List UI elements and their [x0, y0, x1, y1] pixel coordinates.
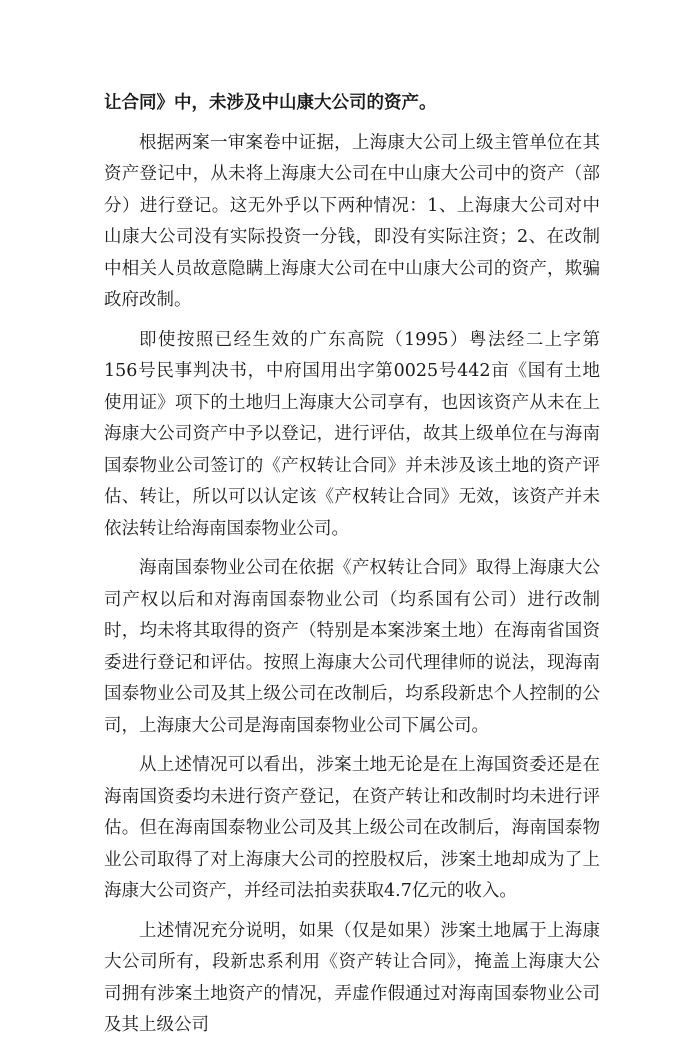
- paragraph-restructuring: 海南国泰物业公司在依据《产权转让合同》取得上海康大公司产权以后和对海南国泰物业公司（均系国有公司）进行改制时，均未将其取得的资产（特别是本案涉案土地）在海南省国资委进行登记和评估。按照上海康大公司代理律师的说法，现海南国泰物业公司及其上级公司在改制后，均系段新忠个人控制的公司，上海康大公司是海南国泰物业公司下属公司。: [104, 558, 600, 736]
- paragraph-registration-evidence: 根据两案一审案卷中证据，上海康大公司上级主管单位在其资产登记中，从未将上海康大公司在中山康大公司中的资产（部分）进行登记。这无外乎以下两种情况：1、上海康大公司对中山康大公司没有实际投资一分钱，即没有实际注资；2、在改制中相关人员故意隐瞒上海康大公司在中山康大公司的资产，欺骗政府改制。: [104, 132, 600, 310]
- paragraph-continuation: 让合同》中，未涉及中山康大公司的资产。: [104, 93, 437, 113]
- paragraph-court-judgment: 即使按照已经生效的广东高院（1995）粤法经二上字第156号民事判决书，中府国用出字第0025号442亩《国有土地使用证》项下的土地归上海康大公司享有，也因该资产从未在上海康大公司资产中予以登记，进行评估，故其上级单位在与海南国泰物业公司签订的《产权转让合同》并未涉及该土地的资产评估、转让，所以可以认定该《产权转让合同》无效，该资产并未依法转让给海南国泰物业公司。: [104, 329, 600, 539]
- document-body: [104, 88, 600, 1050]
- paragraph-summary: 上述情况充分说明，如果（仅是如果）涉案土地属于上海康大公司所有，段新忠系利用《资产转让合同》，掩盖上海康大公司拥有涉案土地资产的情况，弄虚作假通过对海南国泰物业公司及其上级公司: [104, 920, 600, 1035]
- paragraph-conclusion-land: 从上述情况可以看出，涉案土地无论是在上海国资委还是在海南国资委均未进行资产登记，在资产转让和改制时均未进行评估。但在海南国泰物业公司及其上级公司在改制后，海南国泰物业公司取得了对上海康大公司的控股权后，涉案土地却成为了上海康大公司资产，并经司法拍卖获取4.7亿元的收入。: [104, 755, 600, 901]
